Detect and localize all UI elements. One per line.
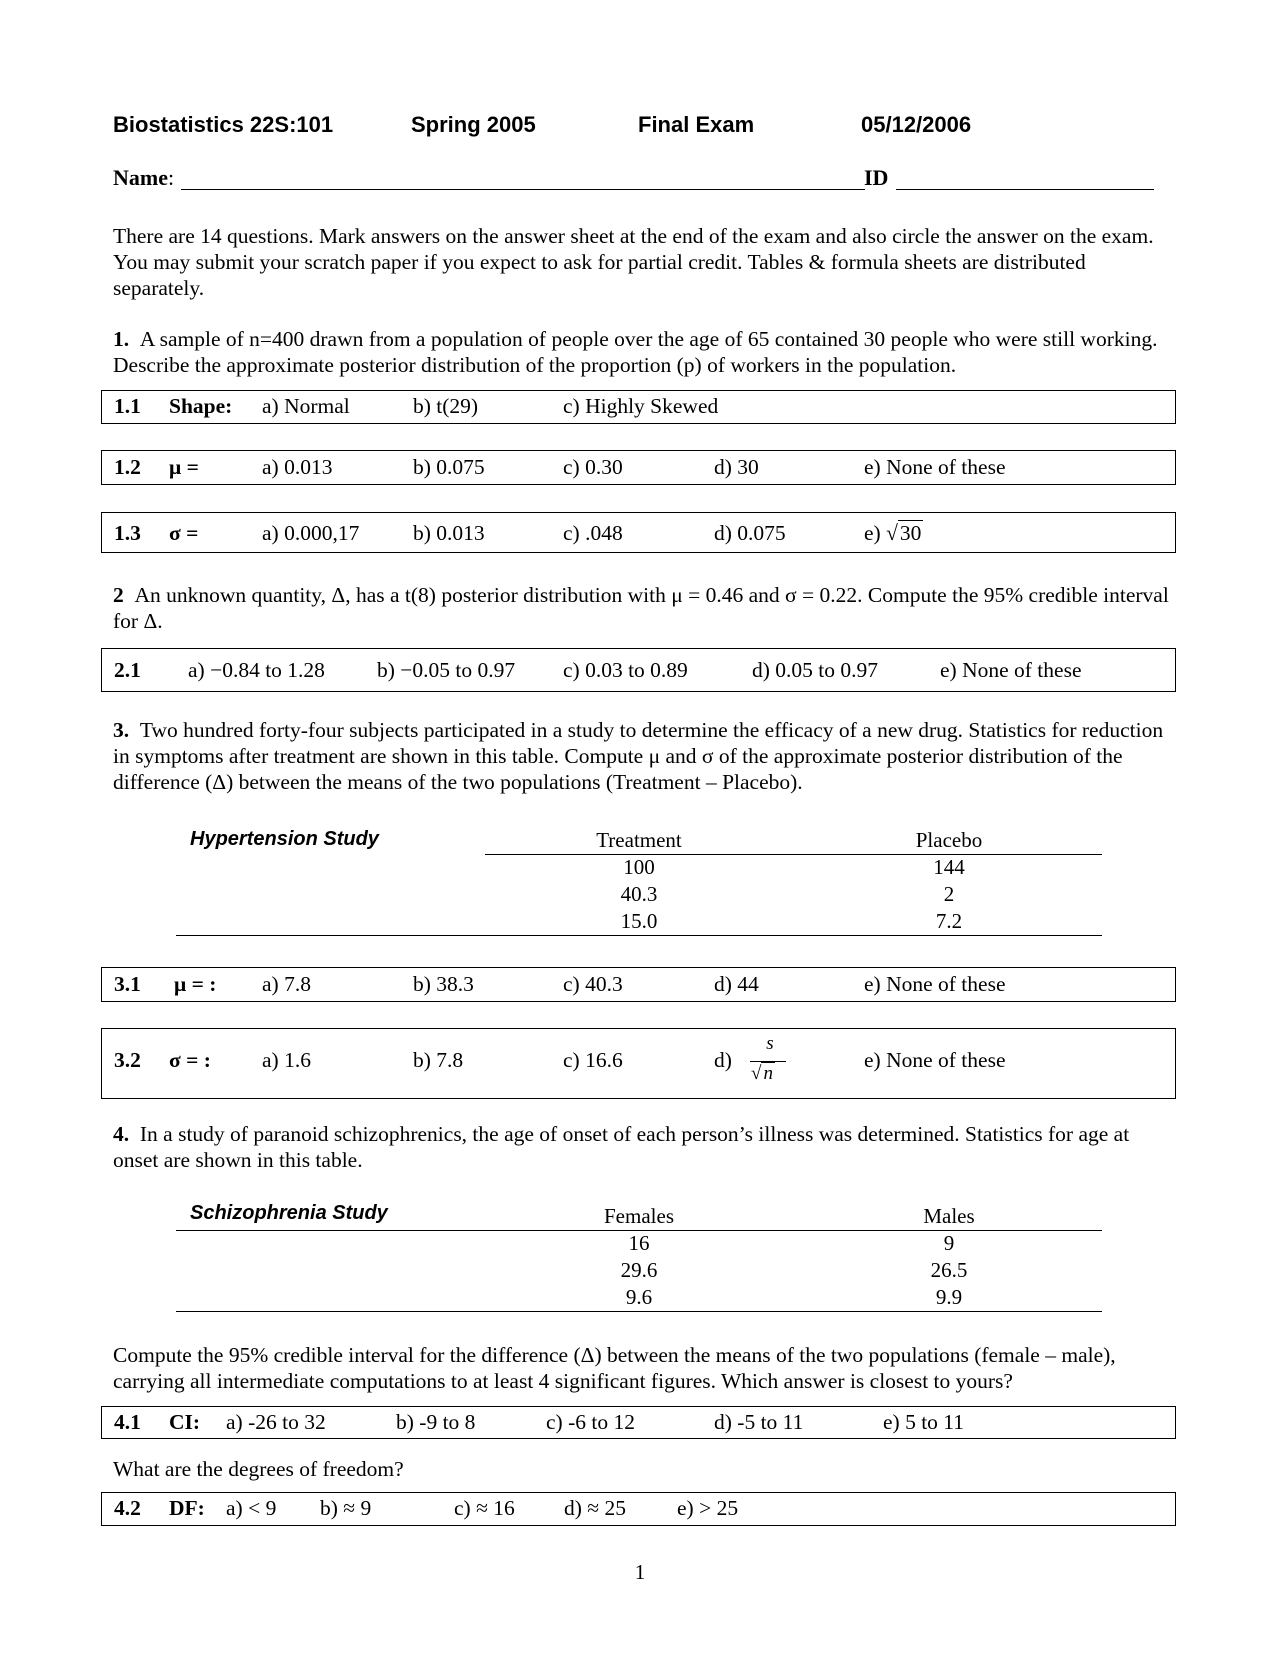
exam-date: 05/12/2006 [861, 112, 972, 137]
option-c[interactable]: c) 0.30 [563, 455, 623, 479]
option-e[interactable]: e) 5 to 11 [883, 1410, 965, 1434]
part-label: CI: [169, 1410, 201, 1434]
course-title: Biostatistics 22S:101 [113, 112, 334, 137]
table-title: Hypertension Study [190, 828, 379, 850]
question-text: In a study of paranoid schizophrenics, the age of onset of each person’s illness was determined. Statistics for age at onset are shown in this table. [113, 1122, 1130, 1172]
df-question: What are the degrees of freedom? [113, 1457, 404, 1481]
option-d[interactable]: d) 30 [714, 455, 759, 479]
table-cell: 26.5 [930, 1258, 968, 1282]
option-e[interactable]: e) √30 [864, 521, 922, 545]
header-rule [485, 854, 1102, 855]
answer-box-3-1 [101, 967, 1176, 1002]
answer-box-1-3 [101, 512, 1176, 553]
question-2 [113, 582, 1173, 634]
option-a[interactable]: a) 1.6 [262, 1048, 311, 1072]
name-label: Name: [113, 165, 175, 190]
option-a[interactable]: a) < 9 [226, 1496, 277, 1520]
table-cell: 144 [933, 855, 965, 879]
option-c[interactable]: c) Highly Skewed [563, 394, 719, 418]
id-label: ID [864, 165, 889, 190]
option-a[interactable]: a) −0.84 to 1.28 [188, 658, 325, 682]
option-d[interactable]: d) 0.075 [714, 521, 786, 545]
answer-box-1-2 [101, 450, 1176, 485]
option-b[interactable]: b) -9 to 8 [396, 1410, 476, 1434]
part-id: 2.1 [114, 658, 141, 682]
fraction-numerator: s [766, 1033, 774, 1054]
part-id: 1.1 [114, 394, 141, 418]
option-c[interactable]: c) .048 [563, 521, 623, 545]
answer-box-1-1 [101, 390, 1176, 424]
option-c[interactable]: c) ≈ 16 [454, 1496, 515, 1520]
answer-box-2-1 [101, 648, 1176, 692]
option-b[interactable]: b) 0.013 [413, 521, 485, 545]
question-1 [113, 326, 1173, 378]
option-a[interactable]: a) 0.000,17 [262, 521, 360, 545]
column-header: Placebo [915, 828, 983, 852]
option-b[interactable]: b) 38.3 [413, 972, 474, 996]
option-d[interactable]: d) -5 to 11 [714, 1410, 804, 1434]
part-id: 4.2 [114, 1496, 141, 1520]
part-label: σ = : [169, 1048, 211, 1072]
option-b[interactable]: b) −0.05 to 0.97 [377, 658, 516, 682]
question-4-instructions: Compute the 95% credible interval for the difference (Δ) between the means of the two populations (female – male), carrying all intermediate computations to at least 4 significant figures. Which answer is closest to yours? [113, 1343, 1116, 1393]
table-cell: 9 [943, 1231, 955, 1255]
part-label: Shape: [169, 394, 233, 418]
option-e[interactable]: e) None of these [864, 972, 1006, 996]
question-text: Two hundred forty-four subjects participated in a study to determine the efficacy of a new drug. Statistics for reduction in symptoms after treatment are shown in this table. Compute μ and σ of the approximate posterior distribution of the difference (Δ) between the means of the two populations (Treatment – Placebo). [113, 718, 1164, 794]
answer-box-4-1 [101, 1406, 1176, 1439]
table-cell: 7.2 [935, 909, 963, 933]
table-cell: 9.6 [625, 1285, 653, 1309]
table-cell: 100 [623, 855, 655, 879]
page-number: 1 [634, 1560, 646, 1584]
column-header: Females [604, 1204, 674, 1228]
sqrt-icon: √ n [751, 1063, 773, 1084]
option-a[interactable]: a) -26 to 32 [226, 1410, 326, 1434]
question-text: An unknown quantity, Δ, has a t(8) posterior distribution with μ = 0.46 and σ = 0.22. Compute the 95% credible interval for Δ. [113, 583, 1169, 633]
table-title: Schizophrenia Study [190, 1202, 388, 1224]
option-c[interactable]: c) -6 to 12 [546, 1410, 635, 1434]
option-a[interactable]: a) 0.013 [262, 455, 333, 479]
option-c[interactable]: c) 16.6 [563, 1048, 623, 1072]
option-e[interactable]: e) > 25 [677, 1496, 739, 1520]
part-label: μ = [169, 455, 199, 479]
answer-box-4-2 [101, 1492, 1176, 1526]
table-cell: 9.9 [935, 1285, 963, 1309]
option-e[interactable]: e) None of these [864, 1048, 1006, 1072]
part-label: μ = : [174, 972, 217, 996]
table-cell: 29.6 [620, 1258, 658, 1282]
question-number: 4. [113, 1122, 130, 1146]
part-id: 4.1 [114, 1410, 141, 1434]
option-a[interactable]: a) 7.8 [262, 972, 311, 996]
option-d[interactable]: d) 0.05 to 0.97 [752, 658, 879, 682]
bottom-rule [176, 1311, 1102, 1312]
part-id: 3.2 [114, 1048, 141, 1072]
question-3 [113, 717, 1173, 795]
name-field[interactable] [181, 189, 865, 190]
part-label: σ = [169, 521, 199, 545]
part-id: 1.2 [114, 455, 141, 479]
option-b[interactable]: b) t(29) [413, 394, 479, 418]
instructions: There are 14 questions. Mark answers on the answer sheet at the end of the exam and also circle the answer on the exam. You may submit your scratch paper if you expect to ask for partial credit. Tables & formula sheets are distributed separately. [113, 224, 1154, 300]
option-c[interactable]: c) 40.3 [563, 972, 623, 996]
table-cell: 40.3 [620, 882, 658, 906]
exam-title: Final Exam [638, 112, 755, 137]
sqrt-icon: √30 [886, 521, 922, 545]
column-header: Males [923, 1204, 975, 1228]
option-e[interactable]: e) None of these [864, 455, 1006, 479]
table-cell: 16 [628, 1231, 650, 1255]
part-id: 1.3 [114, 521, 141, 545]
question-4 [113, 1121, 1173, 1173]
option-b[interactable]: b) 0.075 [413, 455, 485, 479]
option-d[interactable]: d) 44 [714, 972, 759, 996]
option-e[interactable]: e) None of these [940, 658, 1082, 682]
option-c[interactable]: c) 0.03 to 0.89 [563, 658, 688, 682]
option-a[interactable]: a) Normal [262, 394, 350, 418]
part-label: DF: [169, 1496, 205, 1520]
question-number: 1. [113, 327, 130, 351]
question-number: 2 [113, 583, 124, 607]
table-cell: 2 [943, 882, 955, 906]
question-text: A sample of n=400 drawn from a population of people over the age of 65 contained 30 people who were still working. Describe the approximate posterior distribution of the proportion (p) of workers in the population. [113, 327, 1158, 377]
id-field[interactable] [896, 189, 1154, 190]
table-cell: 15.0 [620, 909, 658, 933]
part-id: 3.1 [114, 972, 141, 996]
answer-box-3-2 [101, 1028, 1176, 1099]
bottom-rule [176, 935, 1102, 936]
column-header: Treatment [596, 828, 682, 852]
option-d[interactable]: d) ≈ 25 [564, 1496, 626, 1520]
option-d[interactable]: d) [714, 1048, 732, 1072]
question-number: 3. [113, 718, 130, 742]
term: Spring 2005 [411, 112, 536, 137]
option-b[interactable]: b) 7.8 [413, 1048, 464, 1072]
option-b[interactable]: b) ≈ 9 [320, 1496, 372, 1520]
